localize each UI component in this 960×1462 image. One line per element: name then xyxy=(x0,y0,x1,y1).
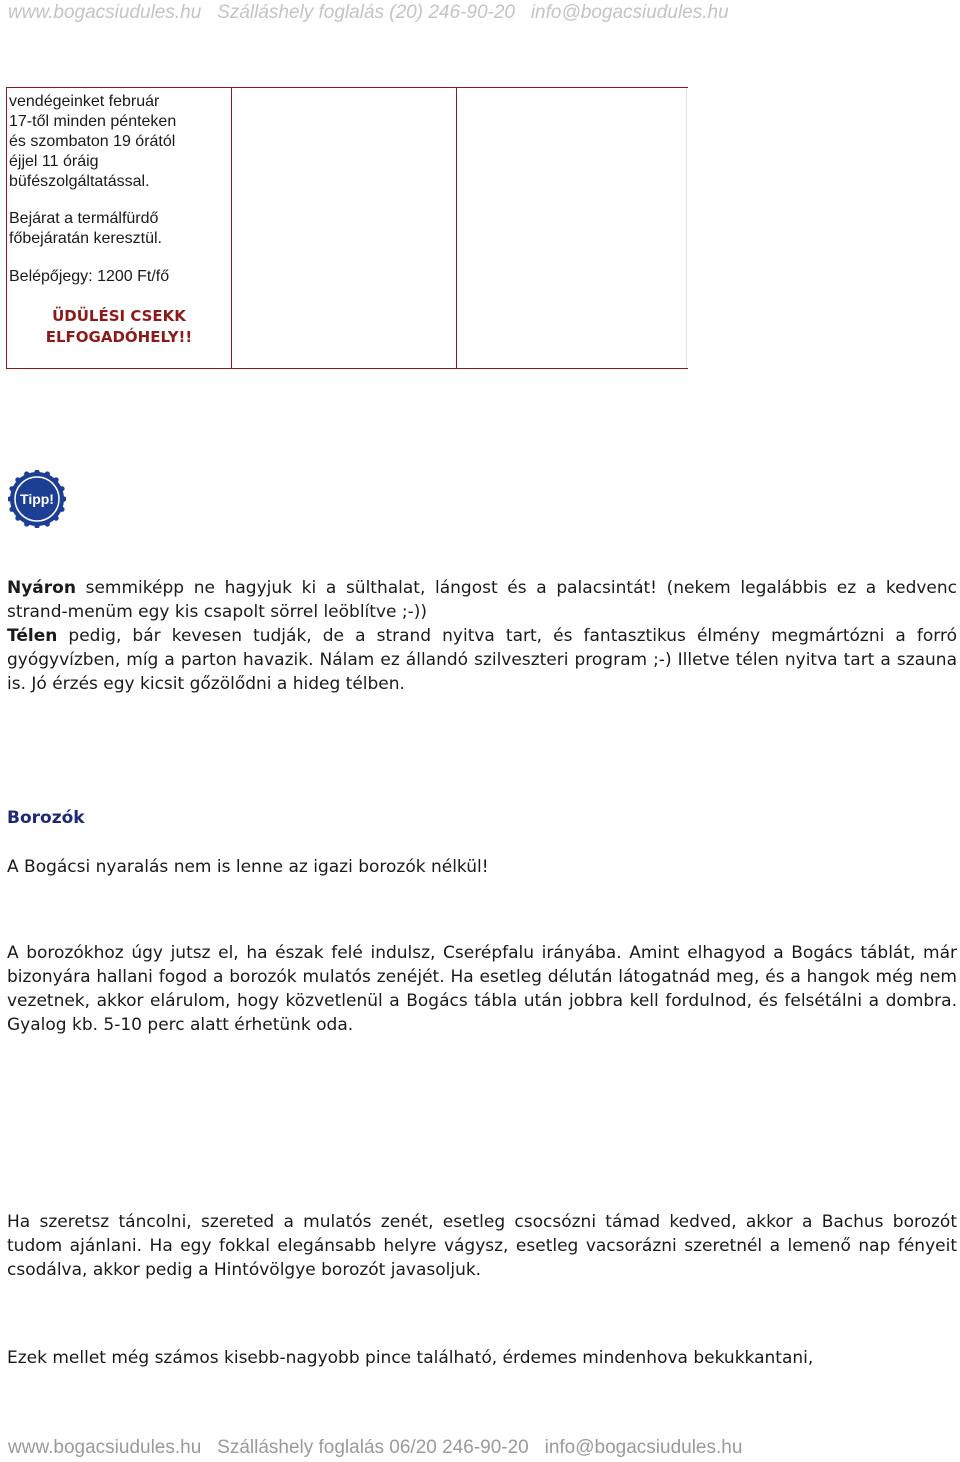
table-cell-empty xyxy=(457,88,687,368)
footer-site-link[interactable]: www.bogacsiudules.hu xyxy=(8,1437,202,1458)
summer-text: semmiképp ne hagyjuk ki a sülthalat, lángost és a palacsintát! (nekem legalábbis ez a kedvenc strand-menüm egy kis csapolt sörrel leöblítve ;-)) xyxy=(7,578,957,622)
info-table xyxy=(6,87,688,369)
header-booking: Szálláshely foglalás (20) 246-90-20 xyxy=(217,2,515,23)
footer-email-link[interactable]: info@bogacsiudules.hu xyxy=(544,1437,743,1458)
opening-line: vendégeinket február xyxy=(9,93,160,110)
page-footer xyxy=(8,1436,958,1460)
tipp-badge-label: Tipp! xyxy=(20,491,54,507)
footer-booking: Szálláshely foglalás 06/20 246-90-20 xyxy=(217,1437,529,1458)
udulesi-csekk-notice xyxy=(7,306,231,348)
section-heading-borozok: Borozók xyxy=(7,808,85,828)
summer-winter-paragraph xyxy=(7,576,957,696)
entrance-text xyxy=(9,209,229,249)
entrance-line: főbejáratán keresztül. xyxy=(9,230,162,247)
borozok-recommendation: Ha szeretsz táncolni, szereted a mulatós zenét, esetleg csocsózni támad kedved, akkor a Bachus borozót tudom ajánlani. Ha egy fokkal elegánsabb helyre vágysz, esetleg vacsorázni szeretnél a lemenő nap fényeit csodálva, akkor pedig a Hintóvölgye borozót javasoljuk. xyxy=(7,1212,957,1280)
cekk-line: ÜDÜLÉSI CSEKK xyxy=(52,307,186,325)
winter-label: Télen xyxy=(7,626,58,646)
opening-line: 17-től minden pénteken xyxy=(9,113,177,130)
opening-line: büfészolgáltatással. xyxy=(9,173,150,190)
table-cell-empty xyxy=(232,88,457,368)
winter-text: pedig, bár kevesen tudják, de a strand nyitva tart, és fantasztikus élmény megmártózni a forró gyógyvízben, míg a parton havazik. Nálam ez állandó szilveszteri program ;-) Illetve télen nyitva tart a szauna is. Jó érzés egy kicsit gőzölődni a hideg télben. xyxy=(7,626,957,694)
table-cell-info xyxy=(7,88,232,368)
tipp-badge-icon xyxy=(8,470,66,528)
borozok-intro: A Bogácsi nyaralás nem is lenne az igazi borozók nélkül! xyxy=(7,857,489,877)
summer-label: Nyáron xyxy=(7,578,76,598)
opening-line: éjjel 11 óráig xyxy=(9,153,99,170)
ticket-price: Belépőjegy: 1200 Ft/fő xyxy=(9,268,170,285)
opening-text xyxy=(9,92,229,192)
cekk-line: ELFOGADÓHELY!! xyxy=(45,328,193,346)
page-header xyxy=(8,0,958,26)
borozok-directions: A borozókhoz úgy jutsz el, ha észak felé indulsz, Cserépfalu irányába. Amint elhagyod a Bogács táblát, már bizonyára hallani fogod a borozók mulatós zenéjét. Ha esetleg délután látogatnád meg, és a hangok még nem vezetnek, akkor elárulom, hogy közvetlenül a Bogács tábla után jobbra kell fordulnod, és felsétálni a dombra. Gyalog kb. 5-10 perc alatt érhetünk oda. xyxy=(7,943,957,1035)
header-site-link[interactable]: www.bogacsiudules.hu xyxy=(8,2,202,23)
entrance-line: Bejárat a termálfürdő xyxy=(9,210,159,227)
opening-line: és szombaton 19 órától xyxy=(9,133,176,150)
header-email-link[interactable]: info@bogacsiudules.hu xyxy=(530,2,729,23)
borozok-more: Ezek mellet még számos kisebb-nagyobb pince található, érdemes mindenhova bekukkantani, xyxy=(7,1348,814,1368)
